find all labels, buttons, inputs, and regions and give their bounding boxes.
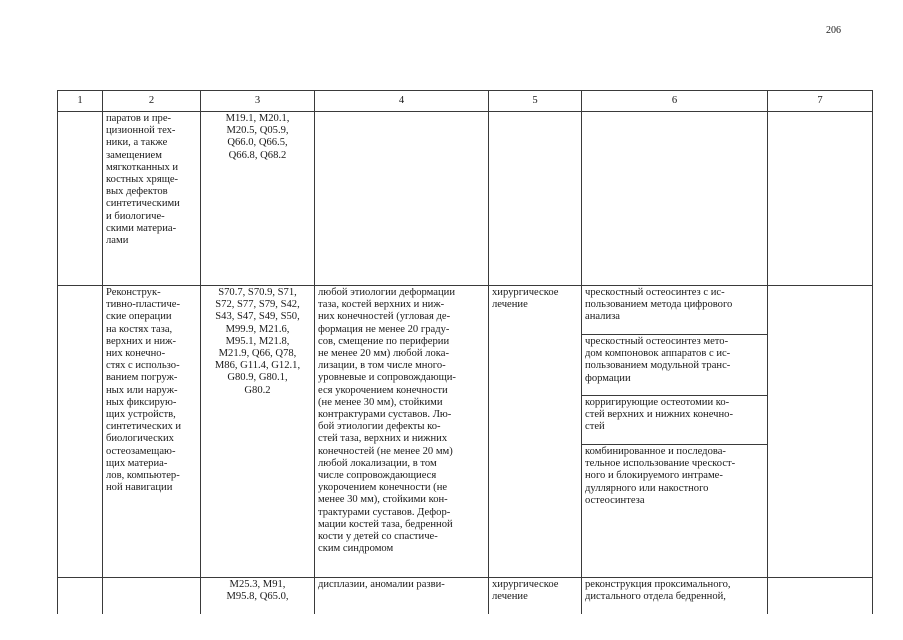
patient-model-cell: дисплазии, аномалии разви- [315,578,489,614]
treatment-type-cell: паратов и пре- цизионной тех- ники, а также замещением мягкотканных и костных хряще- вых дефектов синтетическими и биологиче- скими материа- лами [103,112,201,286]
treatment-kind-cell [489,112,582,286]
table-header-row [58,91,873,112]
column-header-6: 6 [582,91,768,112]
column-header-7: 7 [768,91,873,112]
table-row [58,286,873,335]
table-cell [768,112,873,286]
treatment-method-cell: корригирующие остеотомии ко- стей верхних и нижних конечно- стей [582,396,768,445]
column-header-4: 4 [315,91,489,112]
icd-codes-cell: M19.1, M20.1, M20.5, Q05.9, Q66.0, Q66.5, Q66.8, Q68.2 [201,112,315,286]
treatment-kind-cell: хирургическое лечение [489,286,582,578]
treatment-type-cell: Реконструк- тивно-пластиче- ские операции на костях таза, верхних и ниж- них конечно- стях с использо- ванием погруж- ных или наруж- ных фиксирую- щих устройств, синтетических и биологических остеозамещаю- щих материа- лов, компьютер- ной навигации [103,286,201,578]
table-cell [58,578,103,614]
column-header-3: 3 [201,91,315,112]
patient-model-cell [315,112,489,286]
column-header-1: 1 [58,91,103,112]
treatment-method-cell [582,112,768,286]
icd-codes-cell: S70.7, S70.9, S71, S72, S77, S79, S42, S43, S47, S49, S50, M99.9, M21.6, M95.1, M21.8, M21.9, Q66, Q78, M86, G11.4, G12.1, G80.9, G80.1, G80.2 [201,286,315,578]
column-header-5: 5 [489,91,582,112]
medical-care-table [57,90,873,614]
treatment-method-cell: чрескостный остеосинтез с ис- пользованием метода цифрового анализа [582,286,768,335]
table-row [58,112,873,286]
treatment-method-cell: чрескостный остеосинтез мето- дом компоновок аппаратов с ис- пользованием модульной транс- формации [582,335,768,396]
table-cell [58,112,103,286]
table-cell [768,578,873,614]
table-cell [58,286,103,578]
treatment-method-cell: комбинированное и последова- тельное использование чрескост- ного и блокируемого интраме- дуллярного или накостного остеосинтеза [582,445,768,578]
page-number: 206 [826,25,841,36]
treatment-type-cell [103,578,201,614]
patient-model-cell: любой этиологии деформации таза, костей верхних и ниж- них конечностей (угловая де- формация не менее 20 граду- сов, смещение по периферии не менее 20 мм) любой лока- лизации, в том числе много- уровневые и сопровождающи- еся укорочением конечности (не менее 30 мм), стойкими контрактурами суставов. Лю- бой этиологии дефекты ко- стей таза, верхних и нижних конечностей (не менее 20 мм) любой локализации, в том числе сопровождающиеся укорочением конечности (не менее 30 мм), стойкими кон- трактурами суставов. Дефор- мации костей таза, бедренной кости у детей со спастиче- ским синдромом [315,286,489,578]
treatment-method-cell: реконструкция проксимального, дистального отдела бедренной, [582,578,768,614]
icd-codes-cell: M25.3, M91, M95.8, Q65.0, [201,578,315,614]
column-header-2: 2 [103,91,201,112]
table-cell [768,286,873,578]
table-row [58,578,873,614]
treatment-kind-cell: хирургическое лечение [489,578,582,614]
